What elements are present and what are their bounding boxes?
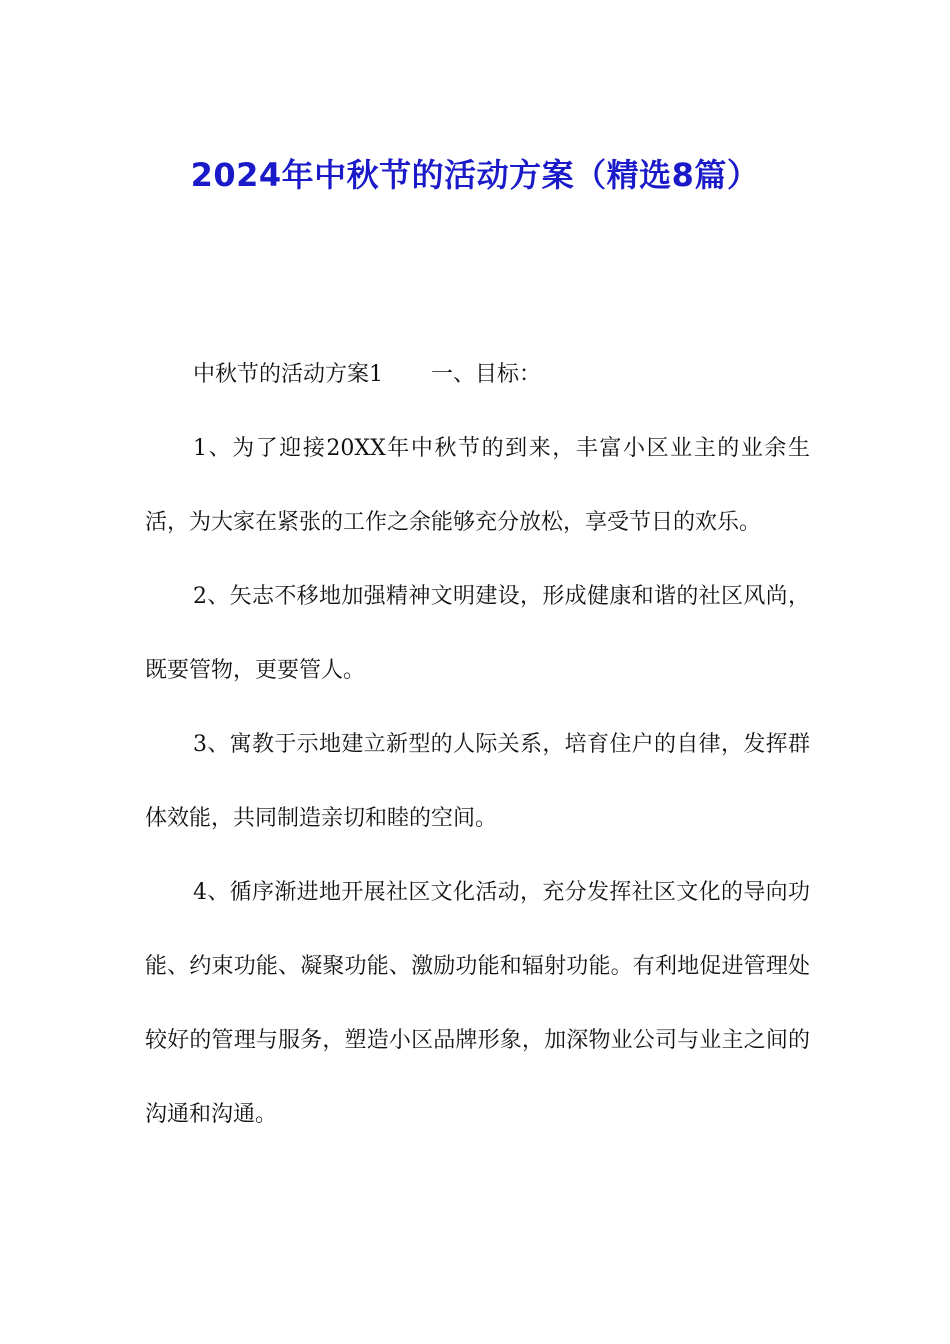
section-heading-line — [145, 338, 810, 412]
document-title: 2024年中秋节的活动方案（精选8篇） — [190, 156, 760, 195]
document-body — [145, 338, 810, 1152]
section-heading: 中秋节的活动方案1 — [193, 362, 383, 387]
paragraph-3: 3、寓教于示地建立新型的人际关系，培育住户的自律，发挥群体效能，共同制造亲切和睦的空间。 — [145, 732, 810, 831]
paragraph-4: 4、循序渐进地开展社区文化活动，充分发挥社区文化的导向功能、约束功能、凝聚功能、激励功能和辐射功能。有利地促进管理处较好的管理与服务，塑造小区品牌形象，加深物业公司与业主之间的沟通和沟通。 — [145, 880, 810, 1127]
subheading: 一、目标： — [431, 362, 542, 387]
paragraph-2: 2、矢志不移地加强精神文明建设，形成健康和谐的社区风尚，既要管物，更要管人。 — [145, 584, 810, 683]
paragraph-1: 1、为了迎接20XX年中秋节的到来，丰富小区业主的业余生活，为大家在紧张的工作之余能够充分放松，享受节日的欢乐。 — [145, 436, 810, 535]
